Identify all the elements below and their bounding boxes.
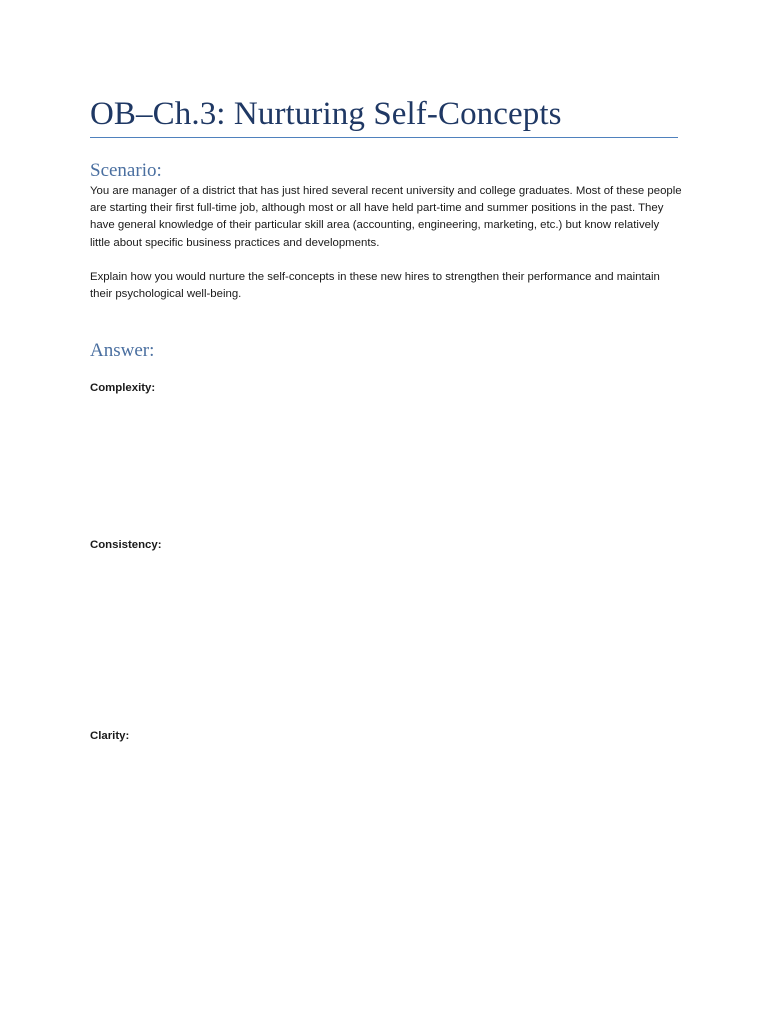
complexity-label: Complexity: <box>90 382 156 394</box>
clarity-label: Clarity: <box>90 730 130 742</box>
title-underline <box>90 137 678 138</box>
scenario-heading: Scenario: <box>90 160 162 181</box>
consistency-label: Consistency: <box>90 539 162 551</box>
answer-heading: Answer: <box>90 340 155 361</box>
scenario-paragraph-2: Explain how you would nurture the self-concepts in these new hires to strengthen their performance and maintain their psychological well-being. <box>90 271 660 301</box>
scenario-paragraph-1: You are manager of a district that has just hired several recent university and college graduates. Most of these people are starting their first full-time job, although most or all have held part-time and summer positions in the past. They have general knowledge of their particular skill area (accounting, engineering, marketing, etc.) but know relatively little about specific business practices and developments. <box>90 185 682 249</box>
page-title: OB–Ch.3: Nurturing Self-Concepts <box>90 96 562 132</box>
